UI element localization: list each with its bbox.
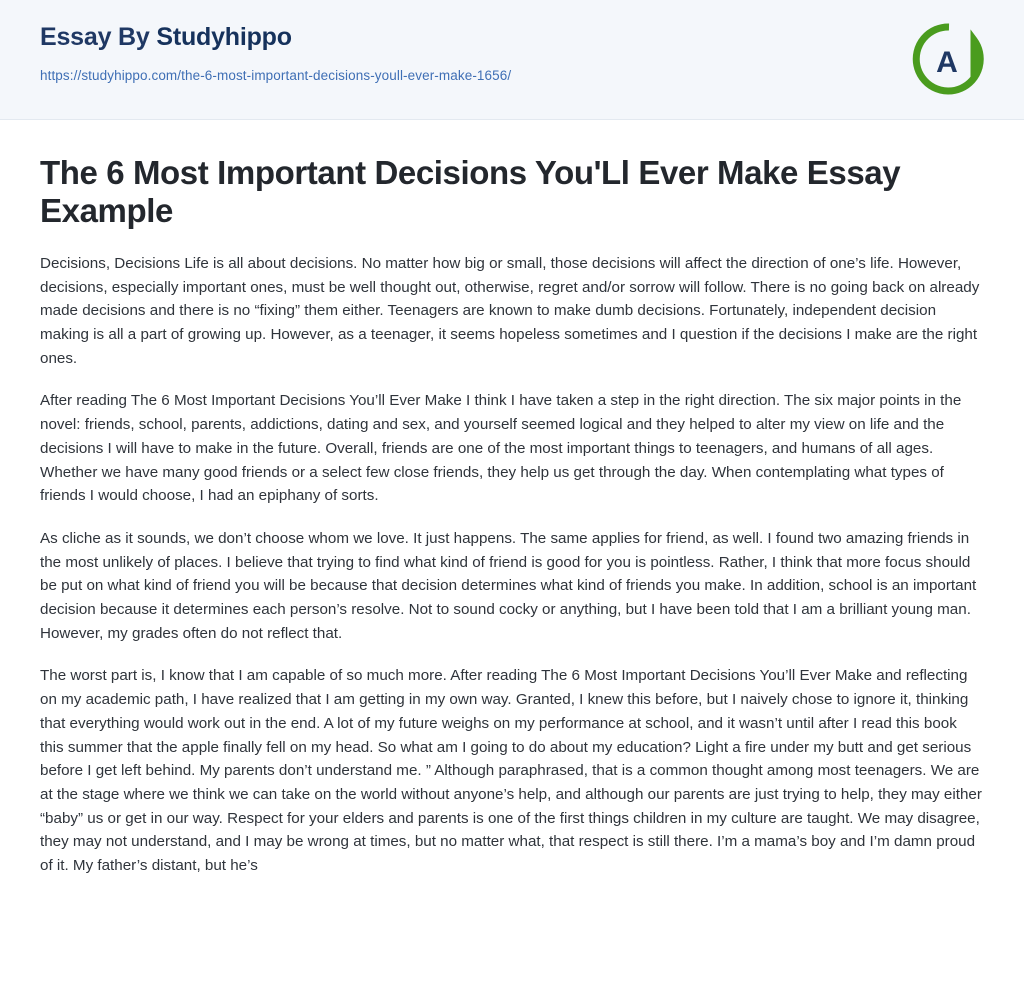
page-title: The 6 Most Important Decisions You'Ll Ever Make Essay Example <box>40 154 901 229</box>
svg-text:A: A <box>936 46 958 79</box>
source-url[interactable]: https://studyhippo.com/the-6-most-important-decisions-youll-ever-make-1656/ <box>40 67 512 83</box>
brand-name: Studyhippo <box>156 23 292 51</box>
brand-prefix: Essay By <box>40 23 157 51</box>
article-body <box>0 120 1024 908</box>
brand-title <box>40 24 984 52</box>
article-paragraph: After reading The 6 Most Important Decisions You’ll Ever Make I think I have taken a step in the right direction. The six major points in the novel: friends, school, parents, addictions, dating and sex, and yourself seemed logical and they helped to alter my view on life and the decisions I will have to make in the future. Overall, friends are one of the most important things to teenagers, and humans of all ages. Whether we have many good friends or a select few close friends, they help us get through the day. When contemplating what types of friends I would choose, I had an epiphany of sorts. <box>40 392 962 505</box>
article-paragraph: The worst part is, I know that I am capable of so much more. After reading The 6 Most Important Decisions You’ll Ever Make and reflecting on my academic path, I have realized that I am getting in my own way. Granted, I knew this before, but I naively chose to ignore it, thinking that everything would work out in the end. A lot of my future weighs on my performance at school, and it wasn’t until after I read this book this summer that the apple finally fell on my head. So what am I going to do about my education? Light a fire under my butt and get serious before I get left behind. My parents don’t understand me. ” Although paraphrased, that is a common thought among most teenagers. We are at the stage where we think we can take on the world without anyone’s help, and although our parents are just trying to help, they may either “baby” us or get in our way. Respect for your elders and parents is one of the first things children in my culture are taught. We may disagree, they may not understand, and I may be wrong at times, but no matter what, that respect is still there. I’m a mama’s boy and I’m damn proud of it. My father’s distant, but he’s <box>40 667 982 875</box>
site-header <box>0 0 1024 120</box>
article-paragraph: Decisions, Decisions Life is all about decisions. No matter how big or small, those decisions will affect the direction of one’s life. However, decisions, especially important ones, must be well thought out, otherwise, regret and/or sorrow will follow. There is no going back on already made decisions and there is no “fixing” them either. Teenagers are known to make dumb decisions. Fortunately, independent decision making is all a part of growing up. However, as a teenager, it seems hopeless sometimes and I question if the decisions I make are the right ones. <box>40 254 980 367</box>
studyhippo-logo-icon <box>912 22 986 96</box>
article-paragraph: As cliche as it sounds, we don’t choose whom we love. It just happens. The same applies for friend, as well. I found two amazing friends in the most unlikely of places. I believe that trying to find what kind of friend is good for you is pointless. Rather, I think that more focus should be put on what kind of friend you will be because that decision determines what kind of friends you make. In addition, school is an important decision because it determines each person’s resolve. Not to sound cocky or anything, but I have been told that I am a brilliant young man. However, my grades often do not reflect that. <box>40 529 977 642</box>
